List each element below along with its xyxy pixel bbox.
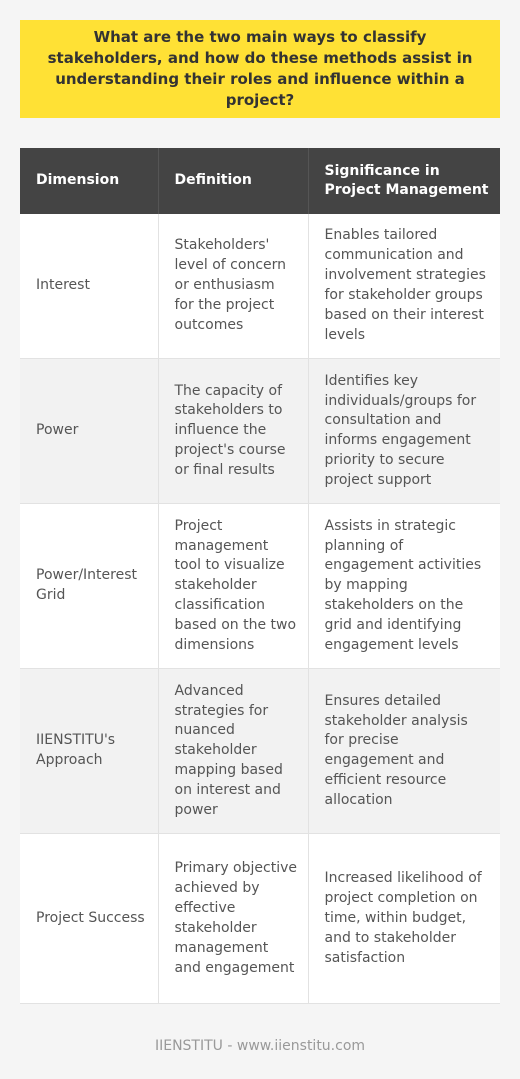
question-text: What are the two main ways to classify stakeholders, and how do these methods assist in understanding their roles and influence within a project? xyxy=(47,28,473,109)
table-row xyxy=(20,504,500,669)
cell-definition: The capacity of stakeholders to influence the project's course or final results xyxy=(158,359,308,504)
table-row xyxy=(20,214,500,359)
table-row xyxy=(20,669,500,834)
question-box xyxy=(20,20,500,118)
table-header-row xyxy=(20,148,500,214)
cell-dimension: Power/Interest Grid xyxy=(20,504,158,669)
cell-definition: Stakeholders' level of concern or enthusiasm for the project outcomes xyxy=(158,214,308,359)
cell-dimension: IIENSTITU's Approach xyxy=(20,669,158,834)
cell-significance: Ensures detailed stakeholder analysis for precise engagement and efficient resource allocation xyxy=(308,669,500,834)
cell-significance: Identifies key individuals/groups for consultation and informs engagement priority to secure project support xyxy=(308,359,500,504)
cell-significance: Assists in strategic planning of engagement activities by mapping stakeholders on the grid and identifying engagement levels xyxy=(308,504,500,669)
table-row xyxy=(20,834,500,1004)
header-definition: Definition xyxy=(158,148,308,214)
cell-significance: Enables tailored communication and involvement strategies for stakeholder groups based on their interest levels xyxy=(308,214,500,359)
cell-definition: Project management tool to visualize stakeholder classification based on the two dimensions xyxy=(158,504,308,669)
header-significance: Significance in Project Management xyxy=(308,148,500,214)
cell-significance: Increased likelihood of project completion on time, within budget, and to stakeholder satisfaction xyxy=(308,834,500,1004)
cell-definition: Primary objective achieved by effective stakeholder management and engagement xyxy=(158,834,308,1004)
table-row xyxy=(20,359,500,504)
header-dimension: Dimension xyxy=(20,148,158,214)
cell-dimension: Project Success xyxy=(20,834,158,1004)
footer-credit: IIENSTITU - www.iienstitu.com xyxy=(154,1038,366,1054)
cell-dimension: Interest xyxy=(20,214,158,359)
cell-dimension: Power xyxy=(20,359,158,504)
cell-definition: Advanced strategies for nuanced stakeholder mapping based on interest and power xyxy=(158,669,308,834)
stakeholder-table xyxy=(20,148,500,1004)
